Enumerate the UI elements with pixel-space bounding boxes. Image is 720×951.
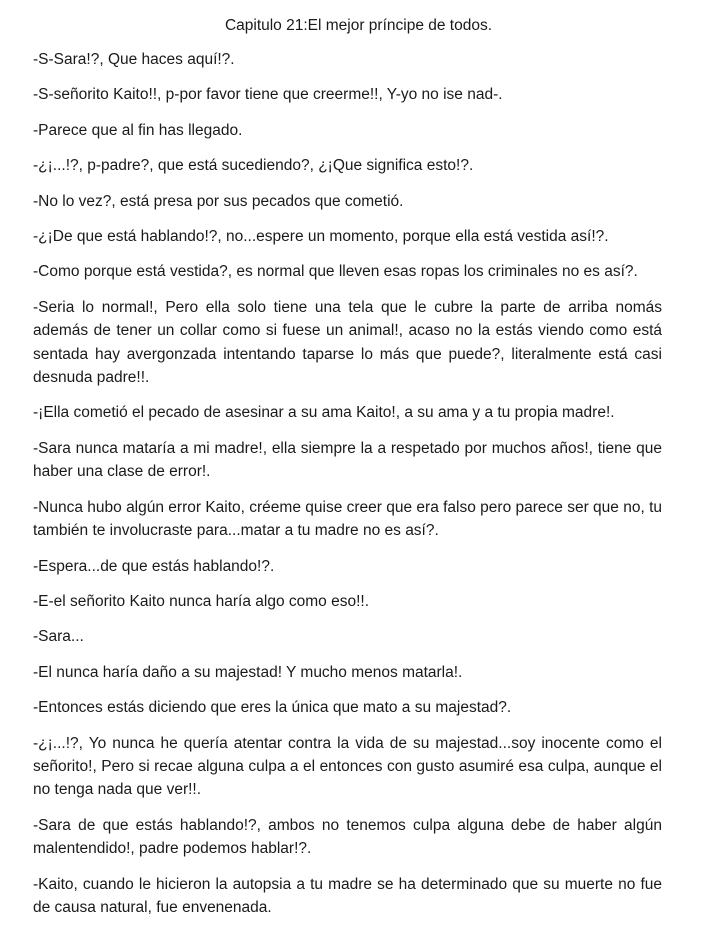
dialogue-paragraph: -S-señorito Kaito!!, p-por favor tiene que creerme!!, Y-yo no ise nad-.	[33, 86, 503, 104]
dialogue-paragraph: -¡Ella cometió el pecado de asesinar a su ama Kaito!, a su ama y a tu propia madre!.	[33, 404, 615, 422]
chapter-title: Capitulo 21:El mejor príncipe de todos.	[224, 17, 493, 34]
dialogue-paragraph: -Sara...	[33, 628, 84, 646]
dialogue-paragraph: -¿¡De que está hablando!?, no...espere un momento, porque ella está vestida así!?.	[33, 228, 609, 246]
dialogue-paragraph: -El nunca haría daño a su majestad! Y mucho menos matarla!.	[33, 663, 463, 681]
dialogue-paragraph: -Entonces estás diciendo que eres la única que mato a su majestad?.	[33, 699, 512, 717]
dialogue-paragraph: -Nunca hubo algún error Kaito, créeme quise creer que era falso pero parece ser que no, tu también te involucraste para...matar a tu madre no es así?.	[33, 498, 662, 540]
dialogue-paragraph: -No lo vez?, está presa por sus pecados que cometió.	[33, 192, 404, 210]
dialogue-paragraph: -E-el señorito Kaito nunca haría algo como eso!!.	[33, 592, 370, 610]
dialogue-paragraph: -S-Sara!?, Que haces aquí!?.	[33, 51, 235, 68]
dialogue-paragraph: -¿¡...!?, Yo nunca he quería atentar contra la vida de su majestad...soy inocente como el señorito!, Pero si recae alguna culpa a el entonces con gusto asumiré esa culpa, aunque el no tenga nada que ver!!.	[33, 734, 662, 799]
dialogue-paragraph: -¿¡...!?, p-padre?, que está sucediendo?, ¿¡Que significa esto!?.	[33, 157, 474, 175]
dialogue-paragraph: -Seria lo normal!, Pero ella solo tiene una tela que le cubre la parte de arriba nomás además de tener un collar como si fuese un animal!, acaso no la estás viendo como está sentada hay avergonzada intentando taparse lo más que puede?, literalmente está casi desnuda padre!!.	[33, 298, 662, 387]
dialogue-paragraph: -Como porque está vestida?, es normal que lleven esas ropas los criminales no es así?.	[33, 263, 638, 281]
dialogue-paragraph: -Sara nunca mataría a mi madre!, ella siempre la a respetado por muchos años!, tiene que haber una clase de error!.	[33, 439, 662, 481]
dialogue-paragraph: -Parece que al fin has llegado.	[33, 121, 243, 139]
dialogue-paragraph: -Sara de que estás hablando!?, ambos no tenemos culpa alguna debe de haber algún malentendido!, padre podemos hablar!?.	[33, 816, 662, 858]
dialogue-paragraph: -Espera...de que estás hablando!?.	[33, 557, 275, 575]
dialogue-paragraph: -Kaito, cuando le hicieron la autopsia a tu madre se ha determinado que su muerte no fue de causa natural, fue envenenada.	[33, 875, 662, 916]
